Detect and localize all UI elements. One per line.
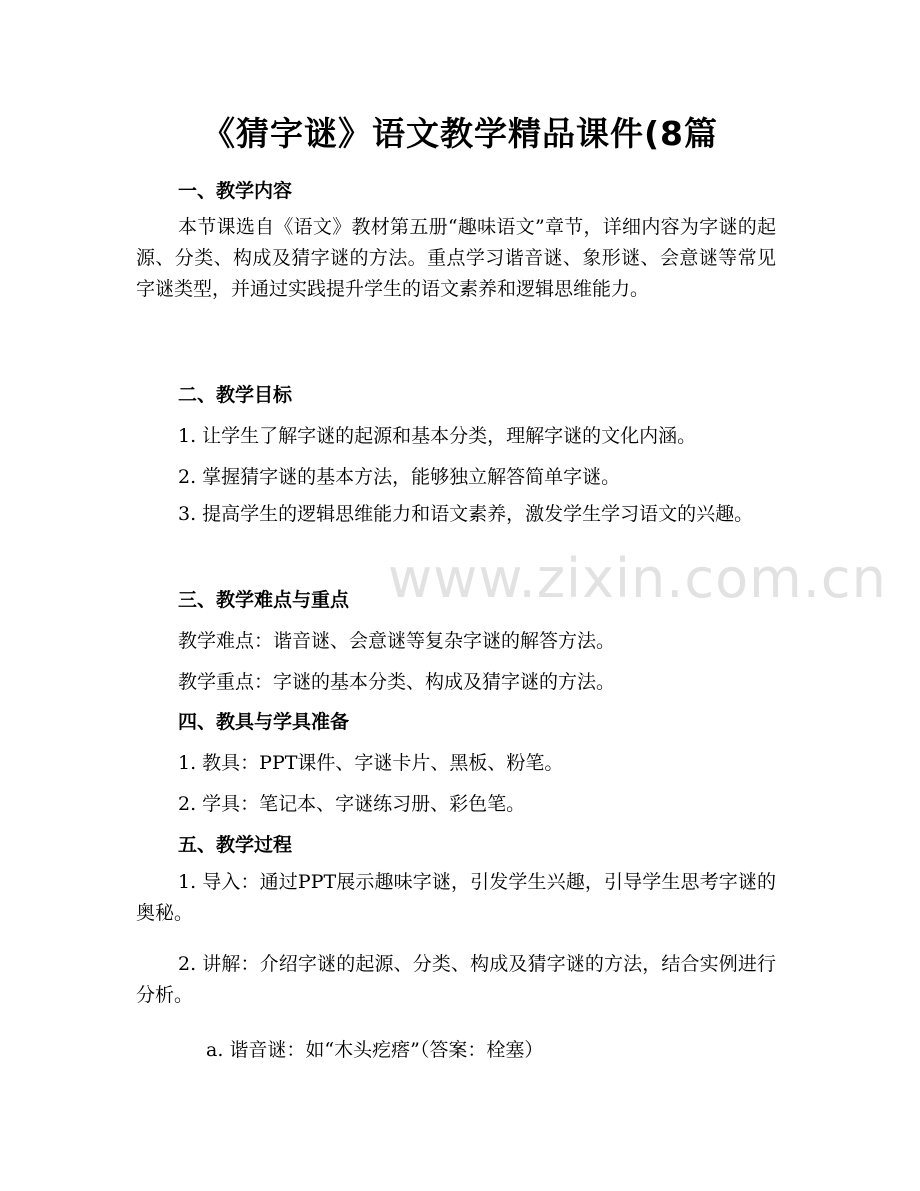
materials-item-1: 1. 教具：PPT课件、字谜卡片、黑板、粉笔。	[178, 752, 564, 774]
difficulty-line: 教学难点：谐音谜、会意谜等复杂字谜的解答方法。	[178, 630, 616, 652]
objective-item-2: 2. 掌握猜字谜的基本方法，能够独立解答简单字谜。	[178, 466, 621, 488]
section-heading-objectives: 二、教学目标	[178, 384, 293, 406]
section-heading-content: 一、教学内容	[178, 180, 293, 202]
section-heading-process: 五、教学过程	[178, 834, 293, 856]
materials-item-2: 2. 学具：笔记本、字谜练习册、彩色笔。	[178, 793, 526, 815]
process-item-1: 1. 导入：通过PPT展示趣味字谜，引发学生兴趣，引导学生思考字谜的奥秘。	[136, 871, 776, 924]
objective-item-1: 1. 让学生了解字谜的起源和基本分类，理解字谜的文化内涵。	[178, 425, 697, 447]
document-title: 《猜字谜》语文教学精品课件(8篇	[201, 114, 719, 153]
process-sub-item-a: a. 谐音谜：如“木头疙瘩”（答案：栓塞）	[206, 1039, 544, 1061]
section-heading-materials: 四、教具与学具准备	[178, 711, 350, 733]
objective-item-3: 3. 提高学生的逻辑思维能力和语文素养，激发学生学习语文的兴趣。	[178, 503, 754, 525]
watermark: www.zixin.com.cn	[388, 547, 887, 610]
process-item-2: 2. 讲解：介绍字谜的起源、分类、构成及猜字谜的方法，结合实例进行分析。	[136, 953, 776, 1006]
section-heading-difficulties: 三、教学难点与重点	[178, 589, 350, 611]
content-paragraph: 本节课选自《语文》教材第五册“趣味语文”章节，详细内容为字谜的起源、分类、构成及猜字谜的方法。重点学习谐音谜、象形谜、会意谜等常见字谜类型，并通过实践提升学生的语文素养和逻辑思维能力。	[136, 216, 776, 300]
keypoint-line: 教学重点：字谜的基本分类、构成及猜字谜的方法。	[178, 671, 616, 693]
